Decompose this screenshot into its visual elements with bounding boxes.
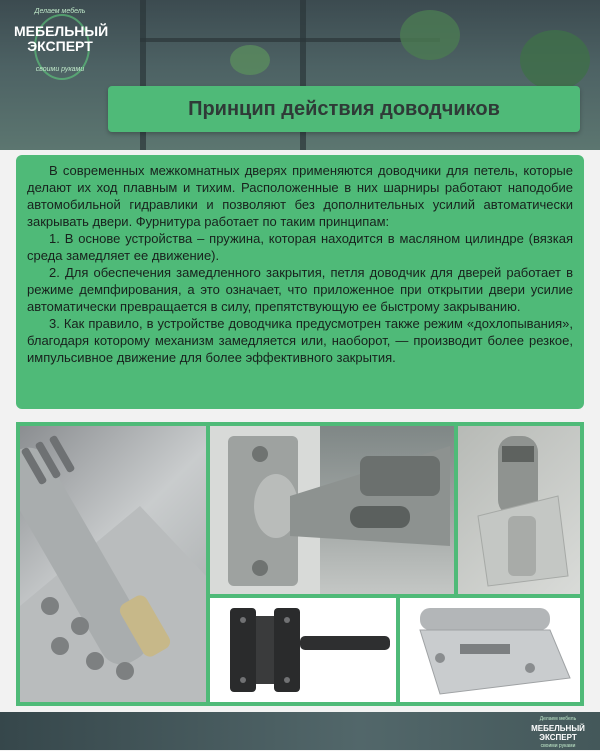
photo-door-closer-hinge [400, 598, 580, 702]
point-2: 2. Для обеспечения замедленного закрытия, петля доводчик для дверей работает в режиме демпфирования, а это означает, что приложенное при открытии двери усилие автоматически превращается в силу, препятствующую ее быстрому закрыванию. [27, 265, 573, 314]
intro-paragraph: В современных межкомнатных дверях применяются доводчики для петель, которые делают их ход плавным и тихим. Расположенные в них шарниры работают наподобие автомобильной гидравлики и позволяют без дополнительных усилий автоматически закрывать двери. Фурнитура работает по таким принципам: [27, 163, 573, 229]
point-1: 1. В основе устройства – пружина, которая находится в масляном цилиндре (вязкая среда замедляет ее движение). [27, 231, 573, 263]
footer-logo-tagline-bottom: своими руками [540, 743, 576, 749]
footer-logo-name-line1: МЕБЕЛЬНЫЙ [531, 724, 585, 733]
title-bar [108, 86, 580, 132]
logo-tagline-top: Делаем мебель [34, 8, 86, 15]
photo-cabinet-hinge [210, 426, 454, 594]
footer-logo-tagline-top: Делаем мебель [539, 716, 577, 722]
footer-logo [528, 715, 588, 751]
background-shelf-board [140, 38, 440, 42]
logo-tagline-bottom: своими руками [35, 66, 85, 73]
cabinet-hinge-illustration [210, 426, 454, 594]
hidden-hinge-illustration [210, 598, 396, 702]
background-plant [520, 30, 590, 90]
background-plant [400, 10, 460, 60]
footer-banner [0, 712, 600, 750]
logo-name-line1: МЕБЕЛЬНЫЙ [14, 23, 109, 39]
header-banner [0, 0, 600, 150]
point-3: 3. Как правило, в устройстве доводчика предусмотрен также режим «дохлопывания», благодаря которому механизм замедляется или, наоборот, — производит более резкое, импульсивное движение для более эффективного закрытия. [27, 316, 573, 365]
hinge-closeup-illustration [20, 426, 206, 702]
photo-hinge-closeup [20, 426, 206, 702]
door-closer-hinge-illustration [400, 598, 580, 702]
page-title: Принцип действия доводчиков [188, 98, 500, 120]
logo-name-line2: ЭКСПЕРТ [27, 38, 93, 54]
footer-logo-name-line2: ЭКСПЕРТ [539, 733, 577, 742]
logo-name [14, 23, 109, 54]
damper-unit-illustration [458, 426, 580, 594]
text-panel [16, 155, 584, 409]
photo-damper-unit [458, 426, 580, 594]
background-plant [230, 45, 270, 75]
photo-hidden-hinge [210, 598, 396, 702]
photo-gallery [16, 422, 584, 706]
brand-logo [14, 8, 109, 82]
